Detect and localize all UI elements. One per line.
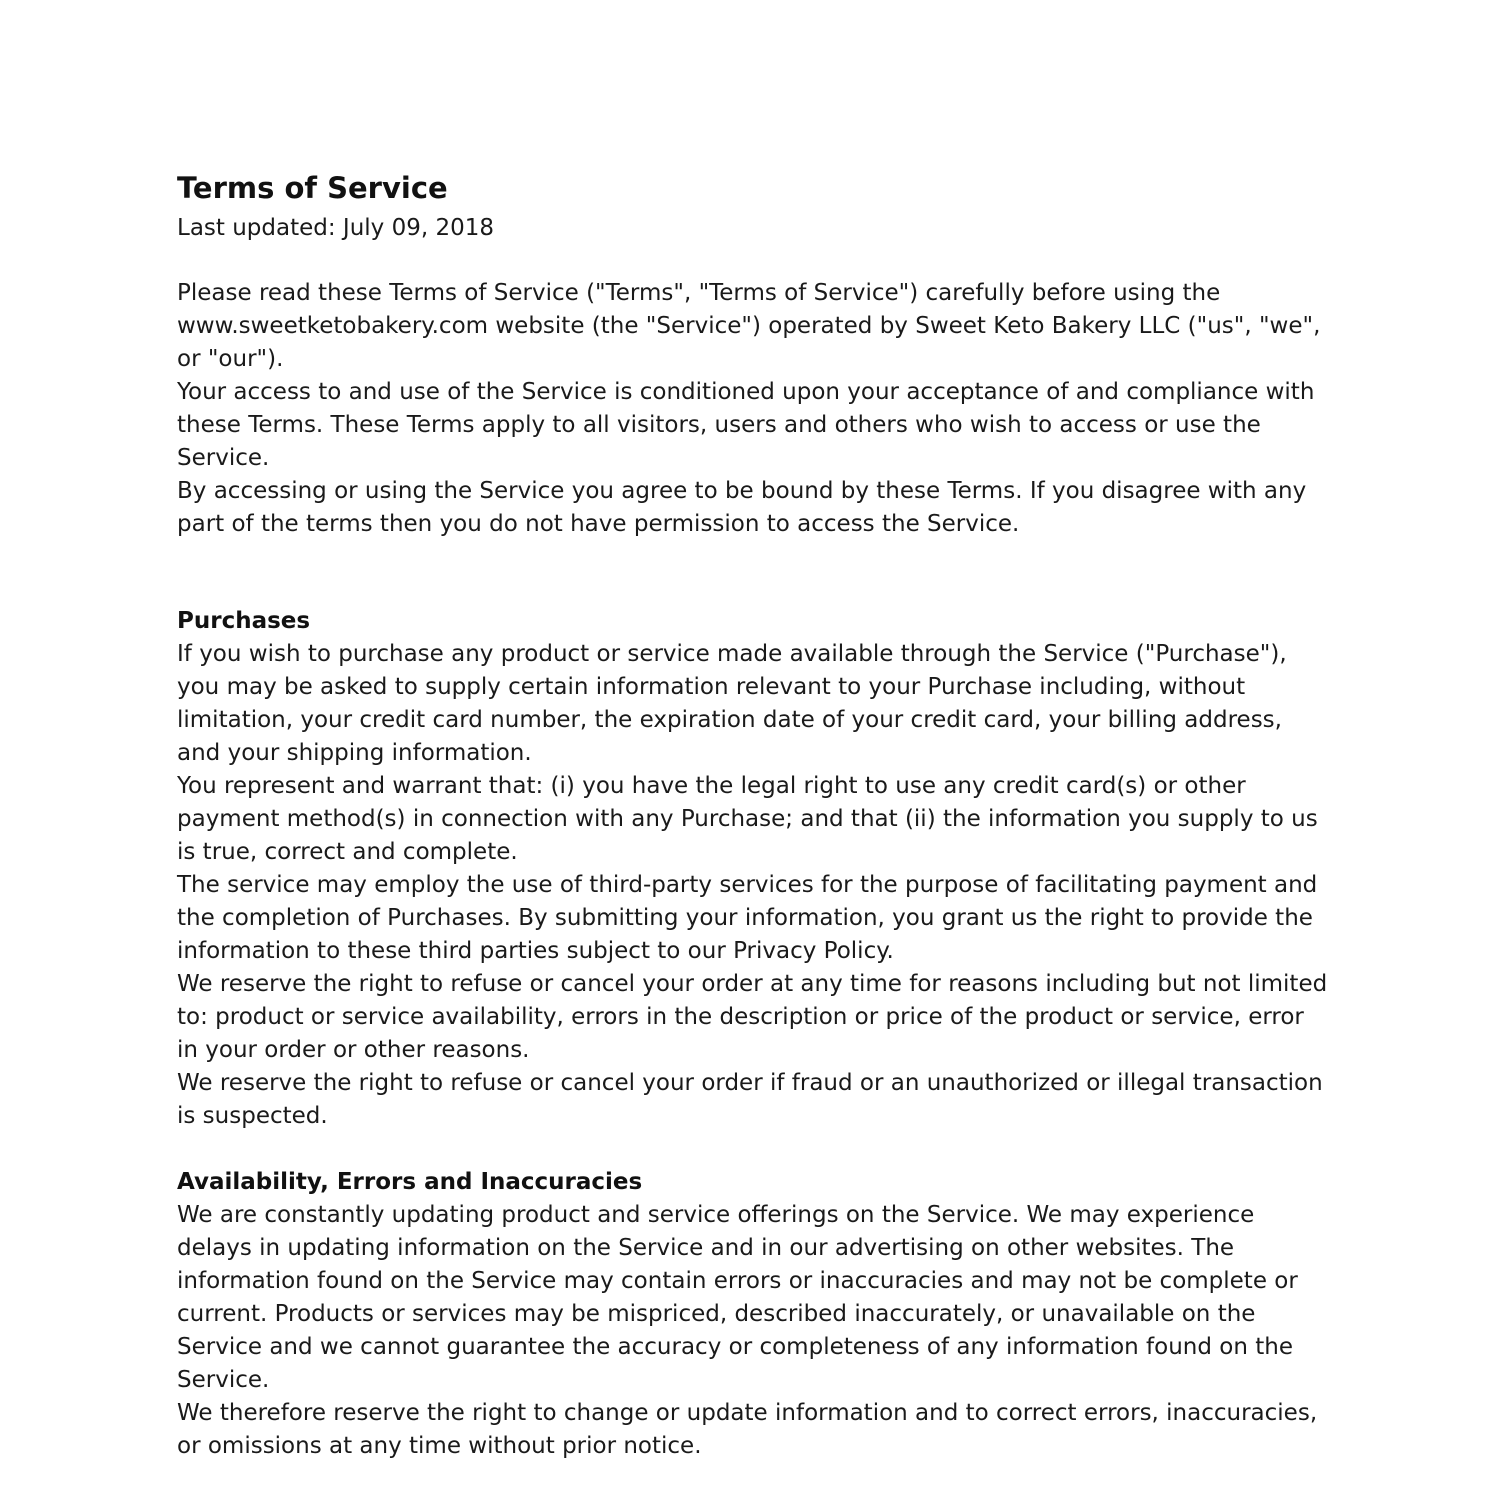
section-purchases: [177, 605, 1329, 1133]
intro-paragraph: By accessing or using the Service you agree to be bound by these Terms. If you disagree with any part of the terms then you do not have permission to access the Service.: [177, 478, 1307, 538]
intro-section: [177, 277, 1329, 541]
document-page: [177, 170, 1329, 1463]
section-availability-errors-inaccuracies: [177, 1166, 1329, 1463]
section-paragraph: We therefore reserve the right to change or update information and to correct errors, inaccuracies, or omissions at any time without prior notice.: [177, 1400, 1318, 1460]
section-paragraph: We reserve the right to refuse or cancel your order at any time for reasons including but not limited to: product or service availability, errors in the description or price of the product or service, error in your order or other reasons.: [177, 971, 1328, 1064]
intro-paragraph: Your access to and use of the Service is conditioned upon your acceptance of and compliance with these Terms. These Terms apply to all visitors, users and others who wish to access or use the Service.: [177, 379, 1315, 472]
section-heading-availability-errors-inaccuracies: Availability, Errors and Inaccuracies: [177, 1169, 643, 1196]
section-paragraph: You represent and warrant that: (i) you have the legal right to use any credit card(s) or other payment method(s) in connection with any Purchase; and that (ii) the information you supply to us is true, correct and complete.: [177, 773, 1318, 866]
last-updated-text: Last updated: July 09, 2018: [177, 215, 495, 242]
section-paragraph: The service may employ the use of third-party services for the purpose of facilitating payment and the completion of Purchases. By submitting your information, you grant us the right to provide the information to these third parties subject to our Privacy Policy.: [177, 872, 1318, 965]
section-paragraph: We are constantly updating product and service offerings on the Service. We may experience delays in updating information on the Service and in our advertising on other websites. The information found on the Service may contain errors or inaccuracies and may not be complete or current. Products or services may be mispriced, described inaccurately, or unavailable on the Service and we cannot guarantee the accuracy or completeness of any information found on the Service.: [177, 1202, 1298, 1394]
page-title: Terms of Service: [177, 171, 448, 205]
section-heading-purchases: Purchases: [177, 608, 311, 635]
section-paragraph: We reserve the right to refuse or cancel your order if fraud or an unauthorized or illegal transaction is suspected.: [177, 1070, 1323, 1130]
intro-paragraph: Please read these Terms of Service ("Terms", "Terms of Service") carefully before using the www.sweetketobakery.com website (the "Service") operated by Sweet Keto Bakery LLC ("us", "we", or "our").: [177, 280, 1321, 373]
section-paragraph: If you wish to purchase any product or service made available through the Service ("Purchase"), you may be asked to supply certain information relevant to your Purchase including, without limitation, your credit card number, the expiration date of your credit card, your billing address, and your shipping information.: [177, 641, 1287, 767]
